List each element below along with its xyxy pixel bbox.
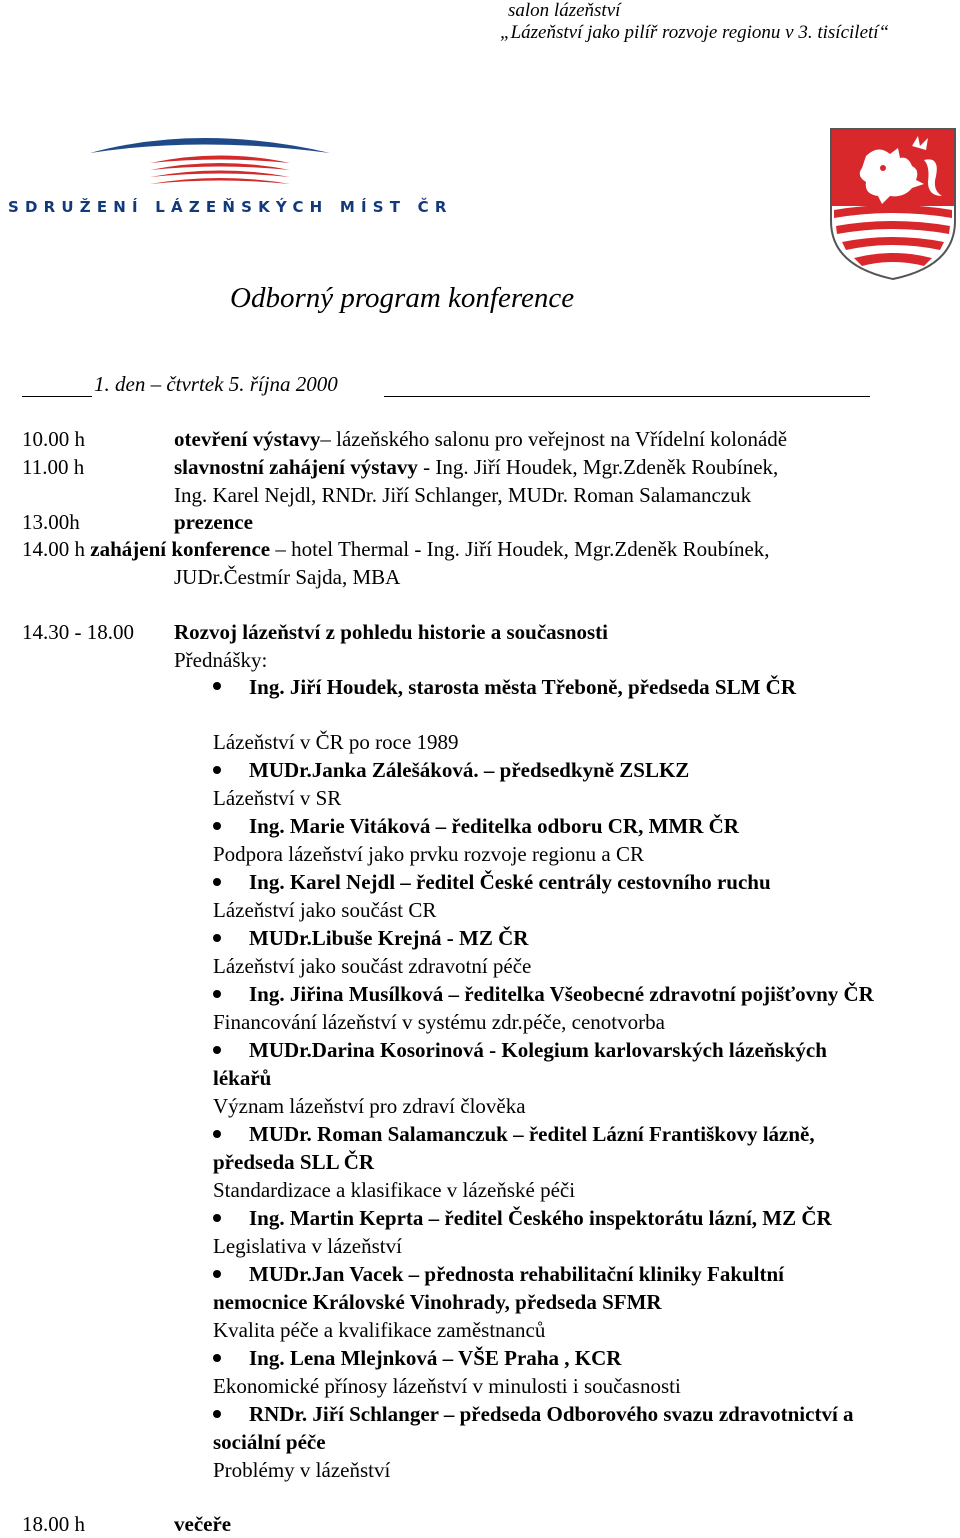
lecture-5-topic: Lázeňství jako součást zdravotní péče (213, 954, 532, 978)
lecture-1-speaker: Ing. Jiří Houdek, starosta města Třeboně, předseda SLM ČR (249, 675, 796, 699)
bullet-icon (213, 1410, 221, 1418)
page-title: Odborný program konference (230, 282, 575, 314)
lecture-10-speaker: MUDr.Jan Vacek – přednosta rehabilitační kliniky Fakultní (249, 1262, 785, 1286)
lecture-8-speaker-cont: předseda SLL ČR (213, 1150, 375, 1174)
header-salon (500, 0, 890, 44)
lecture-4-topic: Lázeňství jako součást CR (213, 898, 437, 922)
lecture-10-speaker-cont: nemocnice Královské Vinohrady, předseda SFMR (213, 1290, 662, 1314)
event-2 (174, 453, 778, 481)
lecture-7-speaker-cont: lékařů (213, 1066, 272, 1090)
lecture-9-topic: Legislativa v lázeňství (213, 1234, 402, 1258)
lecture-2-speaker: MUDr.Janka Zálešáková. – předsedkyně ZSLKZ (249, 758, 690, 782)
lecture-11-speaker: Ing. Lena Mlejnková – VŠE Praha , KCR (249, 1346, 622, 1370)
event-4 (22, 535, 770, 563)
lecture-10-topic: Kvalita péče a kvalifikace zaměstnanců (213, 1318, 546, 1342)
lecture-8-topic: Standardizace a klasifikace v lázeňské péči (213, 1178, 576, 1202)
lecture-1-topic: Lázeňství v ČR po roce 1989 (213, 730, 459, 754)
bullet-icon (213, 1354, 221, 1362)
event-2-detail: - Ing. Jiří Houdek, Mgr.Zdeněk Roubínek, (417, 455, 779, 479)
lecture-5-speaker: MUDr.Libuše Krejná - MZ ČR (249, 926, 529, 950)
time-1: 10.00 h (22, 427, 85, 451)
bullet-icon (213, 682, 221, 690)
lecture-7-topic: Význam lázeňství pro zdraví člověka (213, 1094, 526, 1118)
header-line1: salon lázeňství (508, 0, 621, 21)
lecture-2-topic: Lázeňství v SR (213, 786, 342, 810)
lecture-3-speaker: Ing. Marie Vitáková – ředitelka odboru CR, MMR ČR (249, 814, 739, 838)
lecture-12-speaker: RNDr. Jiří Schlanger – předseda Odborového svazu zdravotnictví a (249, 1402, 854, 1426)
event-5: Rozvoj lázeňství z pohledu historie a současnosti (174, 620, 609, 644)
bullet-icon (213, 934, 221, 942)
lecture-9-speaker: Ing. Martin Keprta – ředitel Českého inspektorátu lázní, MZ ČR (249, 1206, 832, 1230)
time-6: 18.00 h (22, 1512, 85, 1536)
lecture-7-speaker: MUDr.Darina Kosorinová - Kolegium karlovarských lázeňských (249, 1038, 827, 1062)
bullet-icon (213, 1130, 221, 1138)
header-line2: „Lázeňství jako pilíř rozvoje regionu v 3. tisíciletí“ (500, 22, 890, 43)
time-5: 14.30 - 18.00 (22, 620, 134, 644)
event-1-name: otevření výstavy (174, 427, 321, 451)
bullet-icon (213, 822, 221, 830)
bullet-icon (213, 766, 221, 774)
event-1-detail: – lázeňského salonu pro veřejnost na Vřídelní kolonádě (320, 427, 788, 451)
event-4-detail-cont: JUDr.Čestmír Sajda, MBA (174, 565, 401, 589)
event-6: večeře (174, 1512, 232, 1536)
lecture-6-speaker: Ing. Jiřina Musílková – ředitelka Všeobecné zdravotní pojišťovny ČR (249, 982, 874, 1006)
bullet-icon (213, 1214, 221, 1222)
coat-of-arms-icon (828, 126, 958, 289)
time-4: 14.00 h (22, 537, 85, 561)
logo-text: SDRUŽENÍ LÁZEŇSKÝCH MÍST ČR (8, 198, 453, 216)
lecture-12-topic: Problémy v lázeňství (213, 1458, 391, 1482)
lecture-6-topic: Financování lázeňství v systému zdr.péče, cenotvorba (213, 1010, 665, 1034)
event-2-detail-cont: Ing. Karel Nejdl, RNDr. Jiří Schlanger, MUDr. Roman Salamanczuk (174, 483, 752, 507)
event-4-detail: – hotel Thermal - Ing. Jiří Houdek, Mgr.Zdeněk Roubínek, (270, 537, 770, 561)
event-2-name: slavnostní zahájení výstavy (174, 455, 418, 479)
lecture-3-topic: Podpora lázeňství jako prvku rozvoje regionu a CR (213, 842, 644, 866)
lecture-12-speaker-cont: sociální péče (213, 1430, 326, 1454)
event-1 (174, 425, 787, 453)
lectures-label: Přednášky: (174, 648, 268, 672)
bullet-icon (213, 990, 221, 998)
lecture-8-speaker: MUDr. Roman Salamanczuk – ředitel Lázní Františkovy lázně, (249, 1122, 815, 1146)
event-3: prezence (174, 510, 253, 534)
day-rule-left (22, 396, 92, 397)
bullet-icon (213, 1270, 221, 1278)
day-heading: 1. den – čtvrtek 5. října 2000 (94, 372, 338, 396)
bullet-icon (213, 878, 221, 886)
event-4-name: zahájení konference (90, 537, 271, 561)
lecture-11-topic: Ekonomické přínosy lázeňství v minulosti i současnosti (213, 1374, 681, 1398)
bullet-icon (213, 1046, 221, 1054)
time-2: 11.00 h (22, 455, 85, 479)
lecture-4-speaker: Ing. Karel Nejdl – ředitel České centrály cestovního ruchu (249, 870, 771, 894)
logo-swoosh-icon (0, 128, 460, 198)
time-3: 13.00h (22, 510, 80, 534)
day-rule-right (384, 396, 870, 397)
